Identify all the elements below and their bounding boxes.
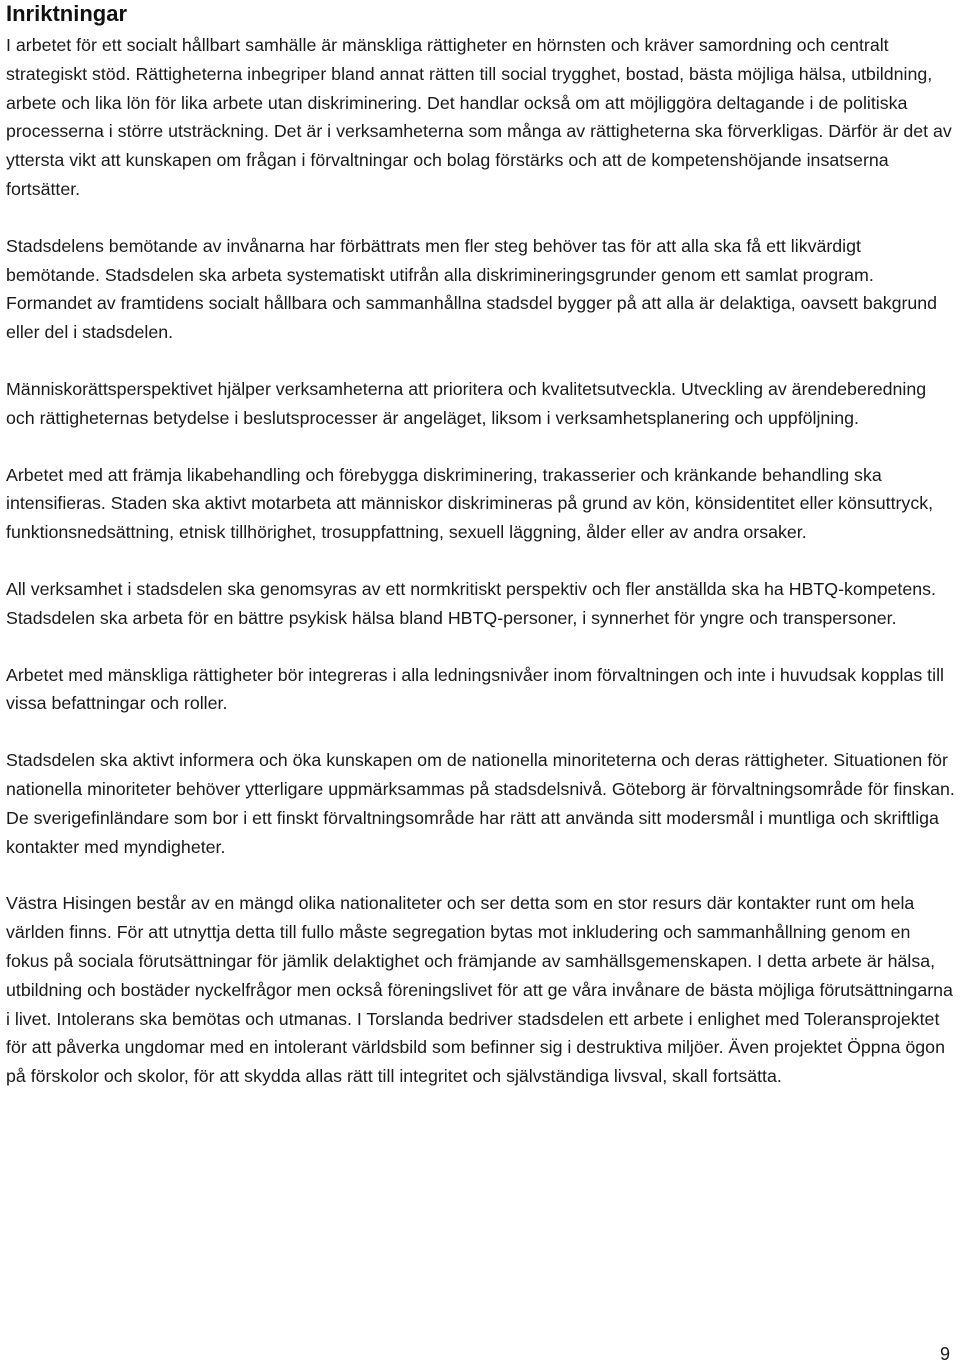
paragraph-human-rights: I arbetet för ett socialt hållbart samhälle är mänskliga rättigheter en hörnsten och kräver samordning och centralt strategiskt stöd. Rättigheterna inbegriper bland annat rätten till social trygghet, bostad, bästa möjliga hälsa, utbildning, arbete och lika lön för lika arbete utan diskriminering. Det handlar också om att möjliggöra deltagande i de politiska processerna i större utsträckning. Det är i verksamheterna som många av rättigheterna ska förverkligas. Därför är det av yttersta vikt att kunskapen om frågan i förvaltningar och bolag förstärks och att de kompetenshöjande insatserna fortsätter. — [6, 35, 952, 199]
paragraph-hbtq: All verksamhet i stadsdelen ska genomsyras av ett normkritiskt perspektiv och fler anställda ska ha HBTQ-kompetens. Stadsdelen ska arbeta för en bättre psykisk hälsa bland HBTQ-personer, i synnerhet för yngre och transpersoner. — [6, 578, 936, 628]
body-text — [6, 31, 956, 1119]
paragraph-equal-treatment: Arbetet med att främja likabehandling och förebygga diskriminering, trakasserier och kränkande behandling ska intensifieras. Staden ska aktivt motarbeta att människor diskrimineras på grund av kön, könsidentitet eller könsuttryck, funktionsnedsättning, etnisk tillhörighet, trosuppfattning, sexuell läggning, ålder eller av andra orsaker. — [6, 464, 934, 543]
section-heading: Inriktningar — [6, 1, 128, 26]
paragraph-management-levels: Arbetet med mänskliga rättigheter bör integreras i alla ledningsnivåer inom förvaltningen och inte i huvudsak kopplas till vissa befattningar och roller. — [6, 664, 944, 714]
paragraph-vastra-hisingen: Västra Hisingen består av en mängd olika nationaliteter och ser detta som en stor resurs där kontakter runt om hela världen finns. För att utnyttja detta till fullo måste segregation bytas mot inkludering och sammanhållning genom en fokus på sociala förutsättningar för jämlik delaktighet och främjande av samhällsgemenskapen. I detta arbete är hälsa, utbildning och bostäder nyckelfrågor men också föreningslivet för att ge våra invånare de bästa möjliga förutsättningarna i livet. Intolerans ska bemötas och utmanas. I Torslanda bedriver stadsdelen ett arbete i enlighet med Toleransprojektet för att påverka ungdomar med en intolerant världsbild som befinner sig i destruktiva miljöer. Även projektet Öppna ögon på förskolor och skolor, för att skydda allas rätt till integritet och självständiga livsval, skall fortsätta. — [6, 893, 953, 1087]
paragraph-human-rights-perspective: Människorättsperspektivet hjälper verksamheterna att prioritera och kvalitetsutveckla. Utveckling av ärendeberedning och rättigheternas betydelse i beslutsprocesser är angeläget, liksom i verksamhetsplanering och uppföljning. — [6, 378, 927, 428]
paragraph-national-minorities: Stadsdelen ska aktivt informera och öka kunskapen om de nationella minoriteterna och deras rättigheter. Situationen för nationella minoriteter behöver ytterligare uppmärksammas på stadsdelsnivå. Göteborg är förvaltningsområde för finskan. De sverigefinländare som bor i ett finskt förvaltningsområde har rätt att använda sitt modersmål i muntliga och skriftliga kontakter med myndigheter. — [6, 750, 955, 857]
paragraph-treatment: Stadsdelens bemötande av invånarna har förbättrats men fler steg behöver tas för att alla ska få ett likvärdigt bemötande. Stadsdelen ska arbeta systematiskt utifrån alla diskrimineringsgrunder genom ett samlat program. Formandet av framtidens socialt hållbara och sammanhållna stadsdel bygger på att alla är delaktiga, oavsett bakgrund eller del i stadsdelen. — [6, 235, 938, 343]
page-number: 9 — [940, 1344, 951, 1364]
